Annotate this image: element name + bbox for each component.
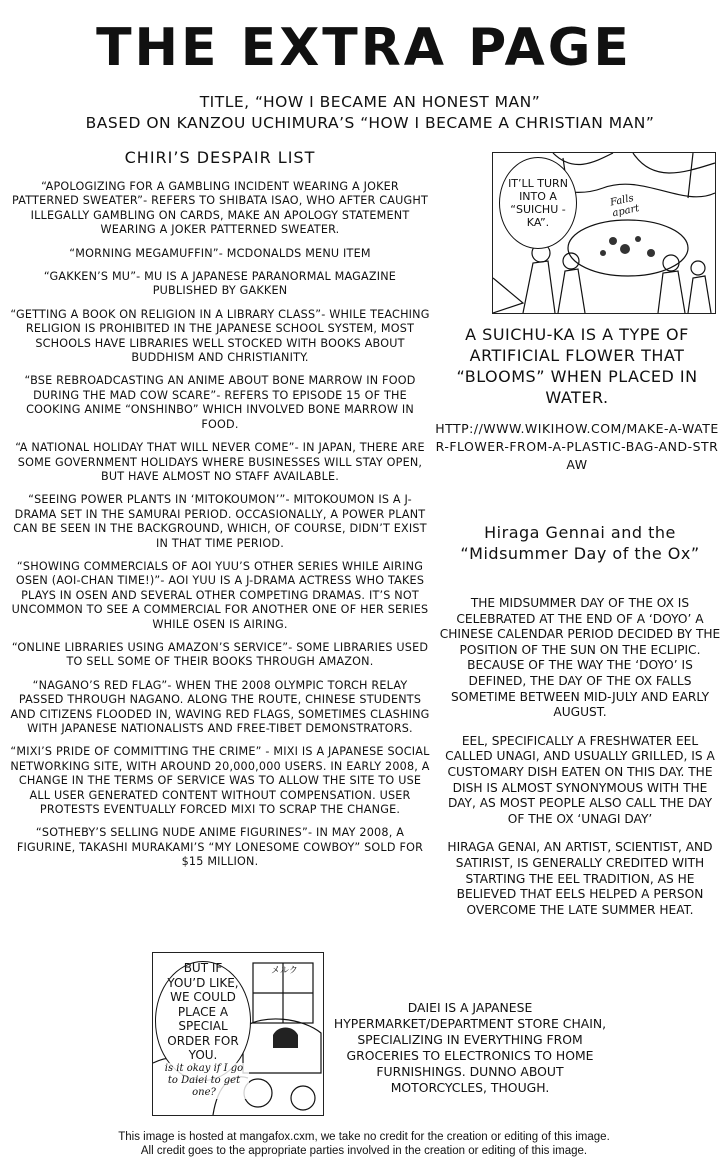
list-item: “ONLINE LIBRARIES USING AMAZON’S SERVICE”- SOME LIBRARIES USED TO SELL SOME OF THEIR BOOKS THROUGH AMAZON. bbox=[11, 640, 429, 669]
footer bbox=[0, 1130, 728, 1158]
suichu-url: HTTP://WWW.WIKIHOW.COM/MAKE-A-WATER-FLOWER-FROM-A-PLASTIC-BAG-AND-STRAW bbox=[435, 421, 719, 472]
hiraga-paragraph-3: HIRAGA GENAI, AN ARTIST, SCIENTIST, AND SATIRIST, IS GENERALLY CREDITED WITH STARTING THE EEL TRADITION, AS HE BELIEVED THAT EELS HELPED A PERSON OVERCOME THE LATE SUMMER HEAT. bbox=[447, 840, 713, 917]
list-item: “A NATIONAL HOLIDAY THAT WILL NEVER COME”- IN JAPAN, THERE ARE SOME GOVERNMENT HOLIDAYS WHERE BUSINESSES WILL STAY OPEN, BUT HAVE ALMOST NO STAFF AVAILABLE. bbox=[15, 441, 425, 483]
despair-list-heading: CHIRI’S DESPAIR LIST bbox=[124, 148, 316, 167]
footer-line-2: All credit goes to the appropriate parties involved in the creation or editing of this image. bbox=[140, 1145, 588, 1157]
footer-line-1: This image is hosted at mangafox.cxm, we take no credit for the creation or editing of this image. bbox=[118, 1131, 610, 1143]
page-subtitle bbox=[20, 92, 720, 134]
despair-list bbox=[10, 148, 430, 879]
manga-panel-bottom bbox=[152, 952, 324, 1116]
hiraga-heading: Hiraga Gennai and the “Midsummer Day of the Ox” bbox=[460, 523, 700, 563]
list-item: “SHOWING COMMERCIALS OF AOI YUU’S OTHER SERIES WHILE AIRING OSEN (AOI-CHAN TIME!)”- AOI YUU IS A J-DRAMA ACTRESS WHO TAKES PLAYS IN OSEN AND SEVERAL OTHER COMPETING DRAMAS. IT’S NOT UNCOMMON TO SEE A COMMERCIAL FOR ANOTHER ONE OF HER SERIES WHILE OSEN IS AIRING. bbox=[11, 559, 429, 631]
sfx-falls-apart: Falls apart bbox=[609, 192, 641, 220]
list-item: “BSE REBROADCASTING AN ANIME ABOUT BONE MARROW IN FOOD DURING THE MAD COW SCARE”- REFERS TO EPISODE 15 OF THE COOKING ANIME “ONSHINBO” WHICH INVOLVED BONE MARROW IN FOOD. bbox=[24, 374, 416, 431]
hiraga-paragraph-2: EEL, SPECIFICALLY A FRESHWATER EEL CALLED UNAGI, AND USUALLY GRILLED, IS A CUSTOMARY DISH EATEN ON THIS DAY. THE DISH IS ALMOST SYNONYMOUS WITH THE DAY, AS MOST PEOPLE ALSO CALL THE DAY OF THE OX ‘UNAGI DAY’ bbox=[445, 733, 715, 826]
hiraga-text bbox=[438, 596, 722, 931]
subtitle-line-2: BASED ON KANZOU UCHIMURA’S “HOW I BECAME A CHRISTIAN MAN” bbox=[85, 114, 655, 132]
manga-panel-top bbox=[492, 152, 716, 314]
suichu-definition: A SUICHU-KA IS A TYPE OF ARTIFICIAL FLOWER THAT “BLOOMS” WHEN PLACED IN WATER. bbox=[456, 325, 698, 407]
list-item: “SEEING POWER PLANTS IN ‘MITOKOUMON’”- MITOKOUMON IS A J-DRAMA SET IN THE SAMURAI PERIOD. OCCASIONALLY, A POWER PLANT CAN BE SEEN IN THE BACKGROUND, WHICH, OF COURSE, DIDN’T EXIST IN THAT TIME PERIOD. bbox=[13, 493, 427, 550]
list-item: “MIXI’S PRIDE OF COMMITTING THE CRIME” - MIXI IS A JAPANESE SOCIAL NETWORKING SITE, WITH AROUND 20,000,000 USERS. IN EARLY 2008, A CHANGE IN THE TERMS OF SERVICE WAS TO ALLOW THE SITE TO USE ALL USER GENERATED CONTENT WITHOUT COMPENSATION. USER PROTESTS EVENTUALLY FORCED MIXI TO SCRAP THE CHANGE. bbox=[10, 745, 430, 817]
subtitle-line-1: TITLE, “HOW I BECAME AN HONEST MAN” bbox=[199, 93, 541, 111]
list-item: “APOLOGIZING FOR A GAMBLING INCIDENT WEARING A JOKER PATTERNED SWEATER”- REFERS TO SHIBATA ISAO, WHO AFTER CAUGHT ILLEGALLY GAMBLING ON CARDS, MAKE AN APOLOGY STATEMENT WEARING A JOKER PATTERNED SWEATER. bbox=[11, 180, 429, 237]
handwritten-note: is it okay if I go to Daiei to get one? bbox=[159, 1063, 249, 1099]
list-item: “GETTING A BOOK ON RELIGION IN A LIBRARY CLASS”- WHILE TEACHING RELIGION IS PROHIBITED IN THE JAPANESE SCHOOL SYSTEM, MOST SCHOOLS HAVE LIBRARIES WELL STOCKED WITH BOOKS ABOUT BUDDHISM AND CHRISTIANITY. bbox=[10, 307, 430, 365]
list-item: “MORNING MEGAMUFFIN”- MCDONALDS MENU ITEM bbox=[69, 246, 371, 260]
page-title: THE EXTRA PAGE bbox=[96, 18, 632, 78]
list-item: “NAGANO’S RED FLAG”- WHEN THE 2008 OLYMPIC TORCH RELAY PASSED THROUGH NAGANO. ALONG THE ROUTE, CHINESE STUDENTS AND CITIZENS FLOODED IN, WAVING RED FLAGS, SOMETIMES CLASHING WITH JAPANESE NATIONALISTS AND FREE-TIBET DEMONSTRATORS. bbox=[10, 678, 430, 735]
list-item: “GAKKEN’S MU”- MU IS A JAPANESE PARANORMAL MAGAZINE PUBLISHED BY GAKKEN bbox=[43, 270, 397, 298]
daiei-note: DAIEI IS A JAPANESE HYPERMARKET/DEPARTMENT STORE CHAIN, SPECIALIZING IN EVERYTHING FROM GROCERIES TO ELECTRONICS TO HOME FURNISHINGS. DUNNO ABOUT MOTORCYCLES, THOUGH. bbox=[333, 1000, 607, 1095]
list-item: “SOTHEBY’S SELLING NUDE ANIME FIGURINES”- IN MAY 2008, A FIGURINE, TAKASHI MURAKAMI’S “MY LONESOME COWBOY” SOLD FOR $15 MILLION. bbox=[16, 826, 424, 869]
sign-text: メルク bbox=[271, 966, 298, 976]
hiraga-paragraph-1: THE MIDSUMMER DAY OF THE OX IS CELEBRATED AT THE END OF A ‘DOYO’ A CHINESE CALENDAR PERIOD DECIDED BY THE POSITION OF THE SUN ON THE ECLIPIC. BECAUSE OF THE WAY THE ‘DOYO’ IS DEFINED, THE DAY OF THE OX FALLS SOMETIME BETWEEN MID-JULY AND EARLY AUGUST. bbox=[439, 596, 721, 720]
speech-bubble-top: IT’LL TURN INTO A “SUICHU -KA”. bbox=[499, 157, 577, 249]
speech-bubble-bottom: BUT IF YOU’D LIKE, WE COULD PLACE A SPECIAL ORDER FOR YOU. bbox=[155, 961, 251, 1081]
